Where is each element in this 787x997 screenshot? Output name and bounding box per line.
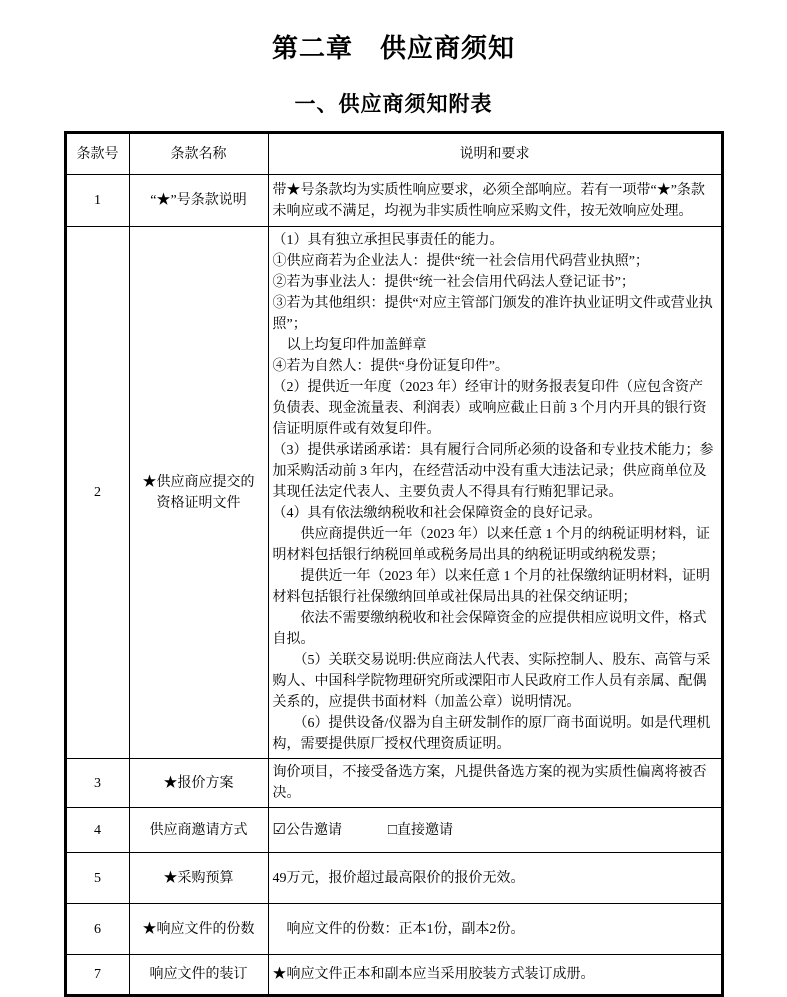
table-row [65, 853, 722, 904]
checkbox-label: 公告邀请 [285, 822, 342, 838]
clause-no: 5 [65, 853, 129, 904]
table-row [65, 808, 722, 853]
clause-name: ★采购预算 [129, 853, 268, 904]
clause-name: 响应文件的装订 [129, 955, 268, 996]
content-paragraph: ④若为自然人：提供“身份证复印件”。 [272, 359, 509, 374]
table-header-row [65, 133, 722, 175]
clause-no: 1 [65, 175, 129, 227]
clause-name: ★供应商应提交的资格证明文件 [129, 227, 268, 759]
clause-name: ★报价方案 [129, 759, 268, 808]
content-paragraph: （5）关联交易说明:供应商法人代表、实际控制人、股东、高管与采购人、中国科学院物理研究所或溧阳市人民政府工作人员有亲属、配偶关系的，应提供书面材料（加盖公章）说明情况。 [272, 653, 711, 710]
table-row [65, 759, 722, 808]
content-paragraph: ①供应商若为企业法人：提供“统一社会信用代码营业执照”； [272, 254, 649, 269]
content-paragraph: 带★号条款均为实质性响应要求，必须全部响应。若有一项带“★”条款未响应或不满足，均视为非实质性响应采购文件，按无效响应处理。 [272, 182, 705, 219]
clause-content [268, 227, 722, 759]
invitation-option [388, 823, 453, 838]
clause-content [268, 808, 722, 853]
content-paragraph: 依法不需要缴纳税收和社会保障资金的应提供相应说明文件，格式自拟。 [272, 611, 707, 647]
content-paragraph: 询价项目，不接受备选方案，凡提供备选方案的视为实质性偏离将被否决。 [272, 765, 707, 801]
content-paragraph: （3）提供承诺函承诺：具有履行合同所必须的设备和专业技术能力；参加采购活动前 3 年内，在经营活动中没有重大违法记录；供应商单位及其现任法定代表人、主要负责人不得具有行贿犯罪记录。 [272, 443, 714, 500]
clause-content [268, 175, 722, 227]
content-paragraph: ②若为事业法人：提供“统一社会信用代码法人登记证书”； [272, 275, 635, 290]
table-row [65, 175, 722, 227]
content-paragraph: （4）具有依法缴纳税收和社会保障资金的良好记录。 [272, 506, 602, 521]
clause-content [268, 853, 722, 904]
clause-no: 7 [65, 955, 129, 996]
invitation-option [273, 823, 342, 838]
table-row [65, 227, 722, 759]
clause-content [268, 759, 722, 808]
table-body [65, 175, 722, 996]
checkbox-label: 直接邀请 [397, 822, 454, 838]
clause-no: 4 [65, 808, 129, 853]
clause-name: ★响应文件的份数 [129, 904, 268, 955]
clause-name: 供应商邀请方式 [129, 808, 268, 853]
content-paragraph: ★响应文件正本和副本应当采用胶装方式装订成册。 [272, 967, 595, 982]
content-paragraph: 49万元，报价超过最高限价的报价无效。 [272, 870, 525, 886]
content-paragraph: （1）具有独立承担民事责任的能力。 [272, 233, 504, 248]
content-paragraph: ③若为其他组织：提供“对应主管部门颁发的准许执业证明文件或营业执照”； [272, 296, 713, 332]
section-title: 一、供应商须知附表 [294, 92, 493, 116]
content-paragraph: （2）提供近一年度（2023 年）经审计的财务报表复印件（应包含资产负债表、现金流量表、利润表）或响应截止日前 3 个月内开具的银行资信证明原件或有效复印件。 [272, 380, 707, 437]
clause-name: “★”号条款说明 [129, 175, 268, 227]
instructions-table [64, 131, 724, 997]
content-paragraph: 供应商提供近一年（2023 年）以来任意 1 个月的纳税证明材料，证明材料包括银行纳税回单或税务局出具的纳税证明或纳税发票； [272, 527, 710, 563]
col-header-clause-no: 条款号 [65, 133, 129, 175]
checkbox-unchecked-icon: □ [387, 821, 398, 838]
clause-no: 2 [65, 227, 129, 759]
table-row [65, 955, 722, 996]
col-header-clause-name: 条款名称 [129, 133, 268, 175]
chapter-title: 第二章 供应商须知 [271, 34, 515, 63]
content-paragraph: 提供近一年（2023 年）以来任意 1 个月的社保缴纳证明材料，证明材料包括银行社保缴纳回单或社保局出具的社保交纳证明； [272, 569, 710, 605]
content-paragraph: 响应文件的份数：正本1份，副本2份。 [272, 921, 525, 937]
checkbox-checked-icon: ☑ [272, 821, 286, 838]
clause-content [268, 955, 722, 996]
content-paragraph: 以上均复印件加盖鲜章 [272, 338, 427, 353]
content-paragraph: （6）提供设备/仪器为自主研发制作的原厂商书面说明。如是代理机构，需要提供原厂授权代理资质证明。 [272, 716, 711, 752]
col-header-description: 说明和要求 [268, 133, 722, 175]
table-row [65, 904, 722, 955]
clause-no: 3 [65, 759, 129, 808]
clause-no: 6 [65, 904, 129, 955]
clause-content [268, 904, 722, 955]
